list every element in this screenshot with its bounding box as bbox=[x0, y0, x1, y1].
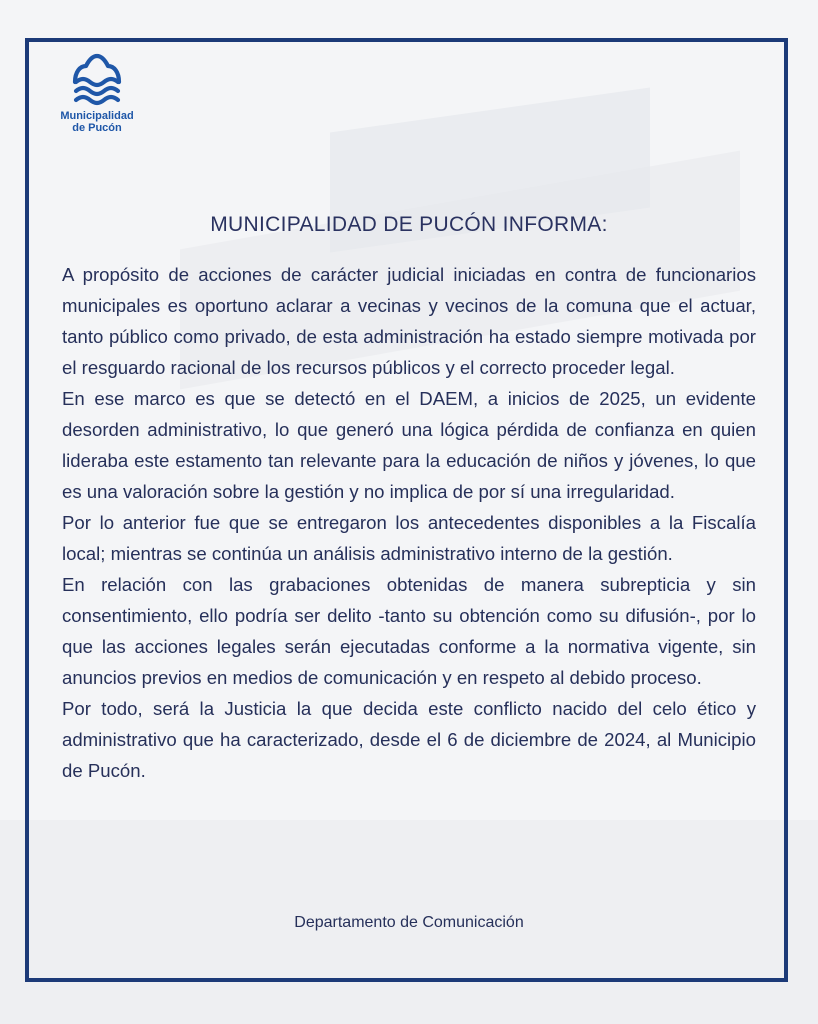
paragraph-3: Por lo anterior fue que se entregaron los antecedentes disponibles a la Fiscalía local; mientras se continúa un análisis administrativo interno de la gestión. bbox=[62, 512, 756, 564]
logo-name-line2: de Pucón bbox=[72, 122, 122, 134]
statement-body bbox=[62, 259, 756, 786]
signature: Departamento de Comunicación bbox=[294, 914, 524, 931]
paragraph-5: Por todo, será la Justicia la que decida este conflicto nacido del celo ético y administrativo que ha caracterizado, desde el 6 de diciembre de 2024, al Municipio de Pucón. bbox=[62, 698, 756, 781]
paragraph-4: En relación con las grabaciones obtenidas de manera subrepticia y sin consentimiento, ello podría ser delito -tanto su obtención como su difusión-, por lo que las acciones legales serán ejecutadas conforme a la normativa vigente, sin anuncios previos en medios de comunicación y en respeto al debido proceso. bbox=[62, 574, 756, 688]
wave-arch-icon bbox=[70, 52, 124, 106]
logo-name-line1: Municipalidad bbox=[60, 110, 134, 122]
paragraph-1: A propósito de acciones de carácter judicial iniciadas en contra de funcionarios municipales es oportuno aclarar a vecinas y vecinos de la comuna que el actuar, tanto público como privado, de esta administración ha estado siempre motivada por el resguardo racional de los recursos públicos y el correcto proceder legal. bbox=[62, 264, 756, 378]
paragraph-2: En ese marco es que se detectó en el DAEM, a inicios de 2025, un evidente desorden administrativo, lo que generó una lógica pérdida de confianza en quien lideraba este estamento tan relevante para la educación de niños y jóvenes, lo que es una valoración sobre la gestión y no implica de por sí una irregularidad. bbox=[62, 388, 756, 502]
municipality-logo bbox=[52, 52, 142, 134]
page-title: MUNICIPALIDAD DE PUCÓN INFORMA: bbox=[210, 213, 608, 236]
